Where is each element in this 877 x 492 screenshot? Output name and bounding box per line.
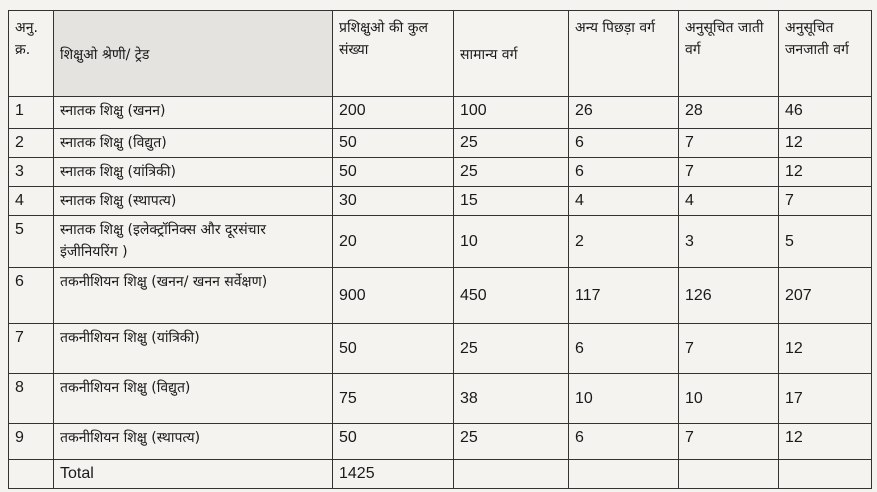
cell-total: 50 bbox=[333, 324, 454, 374]
cell-trade: तकनीशियन शिक्षु (स्थापत्य) bbox=[54, 424, 333, 460]
cell-sn: 3 bbox=[9, 158, 54, 187]
cell-general: 15 bbox=[454, 187, 569, 216]
cell-obc: 117 bbox=[569, 268, 679, 324]
total-empty bbox=[454, 460, 569, 489]
cell-sc: 7 bbox=[679, 158, 779, 187]
cell-sn: 5 bbox=[9, 216, 54, 268]
cell-obc: 6 bbox=[569, 324, 679, 374]
cell-sc: 4 bbox=[679, 187, 779, 216]
table-row bbox=[9, 324, 872, 374]
table-row bbox=[9, 158, 872, 187]
cell-sn: 6 bbox=[9, 268, 54, 324]
cell-sc: 7 bbox=[679, 324, 779, 374]
cell-st: 17 bbox=[779, 374, 872, 424]
cell-trade: तकनीशियन शिक्षु (खनन/ खनन सर्वेक्षण) bbox=[54, 268, 333, 324]
cell-obc: 10 bbox=[569, 374, 679, 424]
cell-total: 20 bbox=[333, 216, 454, 268]
total-empty bbox=[569, 460, 679, 489]
cell-sn: 4 bbox=[9, 187, 54, 216]
cell-obc: 26 bbox=[569, 97, 679, 129]
cell-sn: 2 bbox=[9, 129, 54, 158]
cell-st: 12 bbox=[779, 424, 872, 460]
cell-trade: स्नातक शिक्षु (इलेक्ट्रॉनिक्स और दूरसंचार इंजीनियरिंग ) bbox=[54, 216, 333, 268]
cell-sc: 7 bbox=[679, 424, 779, 460]
header-row bbox=[9, 11, 872, 97]
cell-st: 12 bbox=[779, 324, 872, 374]
cell-obc: 6 bbox=[569, 424, 679, 460]
cell-general: 25 bbox=[454, 324, 569, 374]
cell-obc: 2 bbox=[569, 216, 679, 268]
cell-st: 12 bbox=[779, 158, 872, 187]
header-obc: अन्य पिछड़ा वर्ग bbox=[569, 11, 679, 97]
cell-general: 38 bbox=[454, 374, 569, 424]
table-row bbox=[9, 187, 872, 216]
table-row bbox=[9, 129, 872, 158]
cell-total: 200 bbox=[333, 97, 454, 129]
cell-st: 12 bbox=[779, 129, 872, 158]
cell-total: 900 bbox=[333, 268, 454, 324]
total-empty bbox=[679, 460, 779, 489]
cell-general: 10 bbox=[454, 216, 569, 268]
cell-trade: तकनीशियन शिक्षु (यांत्रिकी) bbox=[54, 324, 333, 374]
cell-sn: 1 bbox=[9, 97, 54, 129]
cell-st: 5 bbox=[779, 216, 872, 268]
cell-sn: 7 bbox=[9, 324, 54, 374]
header-total: प्रशिक्षुओ की कुल संख्या bbox=[333, 11, 454, 97]
cell-sc: 28 bbox=[679, 97, 779, 129]
header-trade: शिक्षुओ श्रेणी/ ट्रेड bbox=[54, 11, 333, 97]
cell-sn: 9 bbox=[9, 424, 54, 460]
cell-general: 100 bbox=[454, 97, 569, 129]
total-row bbox=[9, 460, 872, 489]
cell-sc: 7 bbox=[679, 129, 779, 158]
cell-trade: स्नातक शिक्षु (खनन) bbox=[54, 97, 333, 129]
table-row bbox=[9, 424, 872, 460]
cell-trade: तकनीशियन शिक्षु (विद्युत) bbox=[54, 374, 333, 424]
header-st: अनुसूचित जनजाती वर्ग bbox=[779, 11, 872, 97]
cell-general: 25 bbox=[454, 129, 569, 158]
total-label: Total bbox=[54, 460, 333, 489]
header-sc: अनुसूचित जाती वर्ग bbox=[679, 11, 779, 97]
table-row bbox=[9, 374, 872, 424]
cell-obc: 6 bbox=[569, 158, 679, 187]
cell-trade: स्नातक शिक्षु (यांत्रिकी) bbox=[54, 158, 333, 187]
cell-sc: 10 bbox=[679, 374, 779, 424]
total-value: 1425 bbox=[333, 460, 454, 489]
cell-general: 25 bbox=[454, 424, 569, 460]
cell-st: 207 bbox=[779, 268, 872, 324]
header-sn: अनु. क्र. bbox=[9, 11, 54, 97]
total-sn bbox=[9, 460, 54, 489]
table-row bbox=[9, 97, 872, 129]
cell-trade: स्नातक शिक्षु (विद्युत) bbox=[54, 129, 333, 158]
cell-general: 25 bbox=[454, 158, 569, 187]
table-row bbox=[9, 216, 872, 268]
cell-sn: 8 bbox=[9, 374, 54, 424]
cell-general: 450 bbox=[454, 268, 569, 324]
cell-total: 50 bbox=[333, 129, 454, 158]
cell-sc: 3 bbox=[679, 216, 779, 268]
apprentice-table bbox=[8, 10, 872, 489]
cell-st: 7 bbox=[779, 187, 872, 216]
total-empty bbox=[779, 460, 872, 489]
header-general: सामान्य वर्ग bbox=[454, 11, 569, 97]
cell-trade: स्नातक शिक्षु (स्थापत्य) bbox=[54, 187, 333, 216]
cell-st: 46 bbox=[779, 97, 872, 129]
cell-total: 50 bbox=[333, 424, 454, 460]
cell-obc: 4 bbox=[569, 187, 679, 216]
cell-total: 30 bbox=[333, 187, 454, 216]
cell-sc: 126 bbox=[679, 268, 779, 324]
table-row bbox=[9, 268, 872, 324]
cell-obc: 6 bbox=[569, 129, 679, 158]
cell-total: 50 bbox=[333, 158, 454, 187]
cell-total: 75 bbox=[333, 374, 454, 424]
